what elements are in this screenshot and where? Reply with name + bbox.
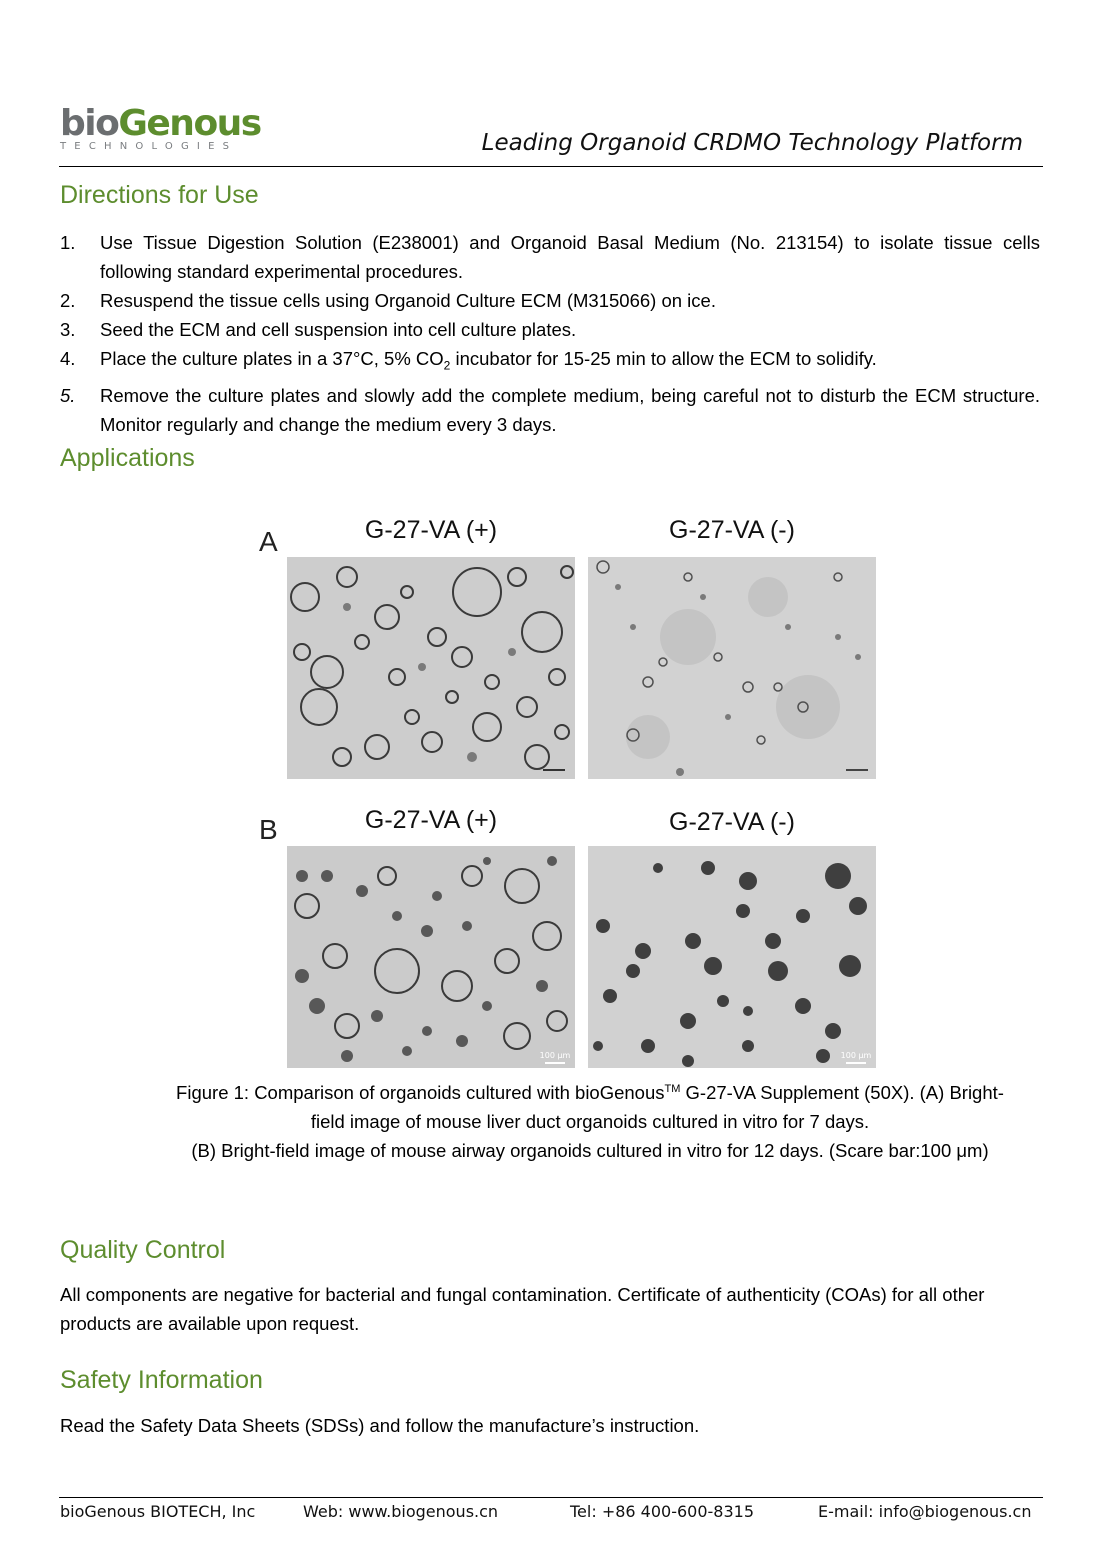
brand-logo <box>60 104 261 152</box>
header-divider <box>59 166 1043 167</box>
trademark-mark: TM <box>664 1083 681 1095</box>
micrograph-b-minus <box>588 846 876 1068</box>
item-number: 1. <box>60 232 76 253</box>
direction-item <box>60 315 1040 344</box>
item-text: Place the culture plates in a 37°C, 5% CO <box>100 348 444 369</box>
item-text: Use Tissue Digestion Solution (E238001) and Organoid Basal Medium (No. 213154) to isolate tissue cells following standard experimental procedures. <box>100 232 1040 282</box>
figure-caption <box>60 1075 1105 1165</box>
footer-email: E-mail: info@biogenous.cn <box>818 1502 1032 1521</box>
micrograph-b-plus <box>287 846 575 1068</box>
quality-text: All components are negative for bacterial and fungal contamination. Certificate of authenticity (COAs) for all other products are available upon request. <box>60 1284 985 1334</box>
footer-tel: Tel: +86 400-600-8315 <box>570 1502 755 1521</box>
micrograph-a-minus <box>588 557 876 779</box>
co2-subscript: 2 <box>443 358 451 373</box>
caption-line-2: field image of mouse liver duct organoids cultured in vitro for 7 days. <box>310 1111 870 1133</box>
item-number: 4. <box>60 348 76 369</box>
footer-company: bioGenous BIOTECH, Inc <box>60 1502 256 1521</box>
caption-line-3: (B) Bright-field image of mouse airway organoids cultured in vitro for 12 days. (Scare bar:100 μm) <box>191 1140 989 1162</box>
item-number: 5. <box>60 384 76 406</box>
panel-letter-b: B <box>259 814 278 845</box>
directions-list <box>60 228 1040 439</box>
micrograph-a-plus <box>287 557 575 779</box>
label-a-minus: G-27-VA (-) <box>669 516 795 544</box>
item-number: 3. <box>60 319 76 340</box>
caption-line-1: Figure 1: Comparison of organoids cultured with bioGenous™ G-27-VA Supplement (50X). (A) Bright- <box>176 1082 1004 1104</box>
footer-web: Web: www.biogenous.cn <box>303 1502 499 1521</box>
label-b-plus: G-27-VA (+) <box>364 806 498 834</box>
direction-item <box>60 381 1040 439</box>
safety-title: Safety Information <box>60 1366 263 1394</box>
direction-item <box>60 286 1040 315</box>
logo-subtitle: TECHNOLOGIES <box>60 141 238 152</box>
scale-label-b-plus: 100 μm <box>539 1051 571 1060</box>
scale-label-b-minus: 100 μm <box>840 1051 872 1060</box>
applications-title: Applications <box>60 444 195 472</box>
item-text: Resuspend the tissue cells using Organoid Culture ECM (M315066) on ice. <box>100 290 716 311</box>
safety-text: Read the Safety Data Sheets (SDSs) and follow the manufacture’s instruction. <box>60 1415 700 1436</box>
direction-item <box>60 344 1040 381</box>
item-text-cont: incubator for 15-25 min to allow the ECM to solidify. <box>450 348 877 369</box>
logo-wordmark: bioGenous <box>60 103 261 144</box>
header-tagline: Leading Organoid CRDMO Technology Platform <box>481 130 1023 156</box>
item-number: 2. <box>60 290 76 311</box>
directions-title: Directions for Use <box>60 181 259 209</box>
organoid-figure <box>255 510 885 1070</box>
label-a-plus: G-27-VA (+) <box>364 516 498 544</box>
item-text: Seed the ECM and cell suspension into cell culture plates. <box>100 319 577 340</box>
label-b-minus: G-27-VA (-) <box>669 808 795 836</box>
panel-letter-a: A <box>259 526 278 557</box>
quality-title: Quality Control <box>60 1236 226 1264</box>
footer-divider <box>59 1497 1043 1498</box>
direction-item <box>60 228 1040 286</box>
item-text: Remove the culture plates and slowly add the complete medium, being careful not to disturb the ECM structure. Monitor regularly and change the medium every 3 days. <box>100 384 1040 435</box>
